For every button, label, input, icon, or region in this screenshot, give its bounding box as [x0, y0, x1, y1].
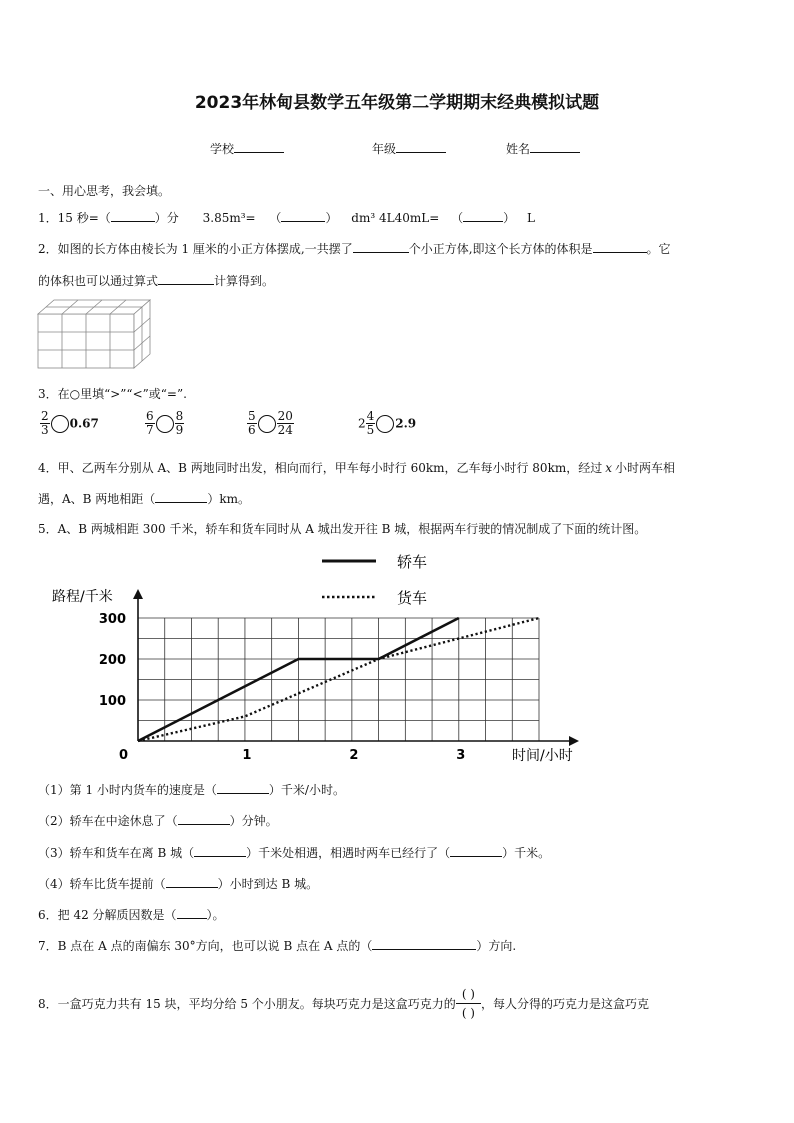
- fraction: $\frac{8}{9}$: [175, 409, 184, 437]
- q3-item-3: [247, 410, 294, 437]
- q2-text-1: 2．如图的长方体由棱长为 1 厘米的小正方体摆成,一共摆了: [38, 242, 353, 256]
- q6-text-2: ）。: [206, 908, 225, 922]
- compare-circle[interactable]: [51, 415, 69, 433]
- fraction: $\frac{2}{3}$: [41, 409, 49, 437]
- page-title: 2023年林甸县数学五年级第二学期期末经典模拟试题: [194, 93, 600, 113]
- q1-number: 1．: [38, 211, 58, 225]
- q4-text-4: ）km。: [207, 492, 250, 506]
- q5-sub-text: ）千米。: [502, 846, 551, 860]
- q5-sub-text: ）分钟。: [229, 814, 278, 828]
- q5-sub-text: ）小时到达 B 城。: [217, 877, 319, 891]
- q1-blank-2[interactable]: [281, 209, 325, 222]
- q3-item-4: [358, 410, 416, 437]
- name-label: 姓名: [506, 142, 531, 156]
- q1-unit-1: ）分: [154, 211, 179, 225]
- q1-paren-open-2: （: [269, 211, 282, 225]
- q6-text-1: 6．把 42 分解质因数是（: [38, 908, 177, 922]
- q8-fraction-blank[interactable]: $\frac{( )}{( )}$: [456, 985, 481, 1022]
- x-axis-arrow: [569, 736, 579, 746]
- y-tick-label: 100: [98, 694, 126, 709]
- q2-text-5: 计算得到。: [214, 274, 275, 288]
- question-7: [38, 937, 516, 954]
- cuboid-figure: [36, 298, 154, 374]
- school-blank[interactable]: [234, 140, 284, 153]
- q5-sub-text: （3）轿车和货车在离 B 城（: [38, 846, 195, 860]
- compare-circle[interactable]: [376, 415, 394, 433]
- question-4-line-1: [38, 459, 675, 476]
- grade-blank[interactable]: [396, 140, 446, 153]
- q5-sub-text: （4）轿车比货车提前（: [38, 877, 166, 891]
- y-tick-label: 200: [98, 653, 126, 668]
- q1-paren-close-2: ）: [325, 211, 338, 225]
- fraction: $\frac{6}{7}$: [146, 409, 154, 437]
- mixed-whole: 2: [358, 416, 366, 431]
- q5-sub-1: [38, 781, 345, 798]
- q4-text-1: 4．甲、乙两车分别从 A、B 两地同时出发，相向而行，甲车每小时行 60km，乙车每小时行 80km，经过: [38, 461, 603, 475]
- school-label: 学校: [210, 142, 235, 156]
- q5-blank[interactable]: [217, 781, 269, 794]
- q4-text-3: 遇，A、B 两地相距（: [38, 492, 156, 506]
- q5-sub-4: [38, 875, 318, 892]
- q4-text-2: 小时两车相: [615, 461, 676, 475]
- q5-blank[interactable]: [178, 812, 230, 825]
- y-axis-arrow: [133, 589, 143, 599]
- q5-blank[interactable]: [194, 844, 246, 857]
- q1-text-2: 3.85m³=: [202, 211, 256, 225]
- y-tick-label: 300: [98, 612, 126, 627]
- question-2-line-1: [38, 240, 671, 257]
- q1-paren-close-3: ）: [503, 211, 516, 225]
- question-6: [38, 906, 225, 923]
- q1-blank-3[interactable]: [463, 209, 503, 222]
- q2-blank-2[interactable]: [593, 240, 647, 253]
- q5-blank[interactable]: [166, 875, 218, 888]
- q2-blank-3[interactable]: [158, 272, 214, 285]
- q1-text-3: dm³ 4L40mL=: [351, 211, 440, 225]
- q7-text-2: ）方向.: [476, 939, 517, 953]
- distance-time-chart: [0, 545, 794, 770]
- q5-sub-text: ）千米处相遇，相遇时两车已经行了（: [246, 846, 451, 860]
- q4-blank[interactable]: [155, 490, 207, 503]
- fraction: $\frac{20}{24}$: [277, 409, 293, 437]
- question-3: 3．在○里填“>”“<”或“=”.: [38, 387, 187, 401]
- section-heading: 一、用心思考，我会填。: [38, 184, 171, 198]
- question-2-line-2: [38, 272, 274, 289]
- q8-text-2: ，每人分得的巧克力是这盒巧克: [481, 997, 650, 1011]
- fraction: $\frac{5}{6}$: [248, 409, 256, 437]
- q3-item-1: [40, 410, 99, 437]
- q3-value: 0.67: [69, 416, 99, 431]
- name-blank[interactable]: [530, 140, 580, 153]
- q1-blank-1[interactable]: [111, 209, 155, 222]
- q1-text: 15 秒=（: [57, 211, 111, 225]
- q5-blank[interactable]: [450, 844, 502, 857]
- q5-sub-text: （2）轿车在中途休息了（: [38, 814, 178, 828]
- name-field[interactable]: [506, 140, 580, 157]
- origin-label: 0: [119, 748, 129, 763]
- q2-blank-1[interactable]: [353, 240, 409, 253]
- q3-value: 2.9: [395, 416, 417, 431]
- q1-unit-3: L: [526, 211, 535, 225]
- school-field[interactable]: [210, 140, 284, 157]
- compare-circle[interactable]: [156, 415, 174, 433]
- y-axis-label: 路程/千米: [52, 589, 113, 605]
- x-axis-label: 时间/小时: [512, 748, 573, 764]
- question-8: [38, 985, 649, 1022]
- q3-item-2: [145, 410, 184, 437]
- q2-text-2: 个小正方体,即这个长方体的体积是: [408, 242, 593, 256]
- q2-text-4: 的体积也可以通过算式: [38, 274, 159, 288]
- x-tick-label: 3: [456, 748, 466, 763]
- q2-text-3: 。它: [646, 242, 671, 256]
- compare-circle[interactable]: [258, 415, 276, 433]
- q6-blank[interactable]: [177, 906, 207, 919]
- q4-variable: x: [605, 461, 613, 475]
- question-4-line-2: [38, 490, 250, 507]
- legend-label: 货车: [397, 589, 428, 607]
- x-tick-label: 2: [349, 748, 359, 763]
- q8-text-1: 8．一盒巧克力共有 15 块，平均分给 5 个小朋友。每块巧克力是这盒巧克力的: [38, 997, 456, 1011]
- question-1: [38, 209, 535, 226]
- q7-text-1: 7．B 点在 A 点的南偏东 30°方向，也可以说 B 点在 A 点的（: [38, 939, 373, 953]
- q5-sub-text: （1）第 1 小时内货车的速度是（: [38, 783, 217, 797]
- question-5: 5．A、B 两城相距 300 千米，轿车和货车同时从 A 城出发开往 B 城，根据两车行驶的情况制成了下面的统计图。: [38, 522, 647, 536]
- q5-sub-text: ）千米/小时。: [268, 783, 345, 797]
- grade-field[interactable]: [372, 140, 446, 157]
- grade-label: 年级: [372, 142, 397, 156]
- q7-blank[interactable]: [372, 937, 476, 950]
- q5-sub-3: [38, 844, 550, 861]
- legend-label: 轿车: [397, 553, 428, 571]
- fraction: $\frac{4}{5}$: [366, 409, 375, 437]
- q5-sub-2: [38, 812, 278, 829]
- q1-paren-open-3: （: [451, 211, 464, 225]
- x-tick-label: 1: [242, 748, 252, 763]
